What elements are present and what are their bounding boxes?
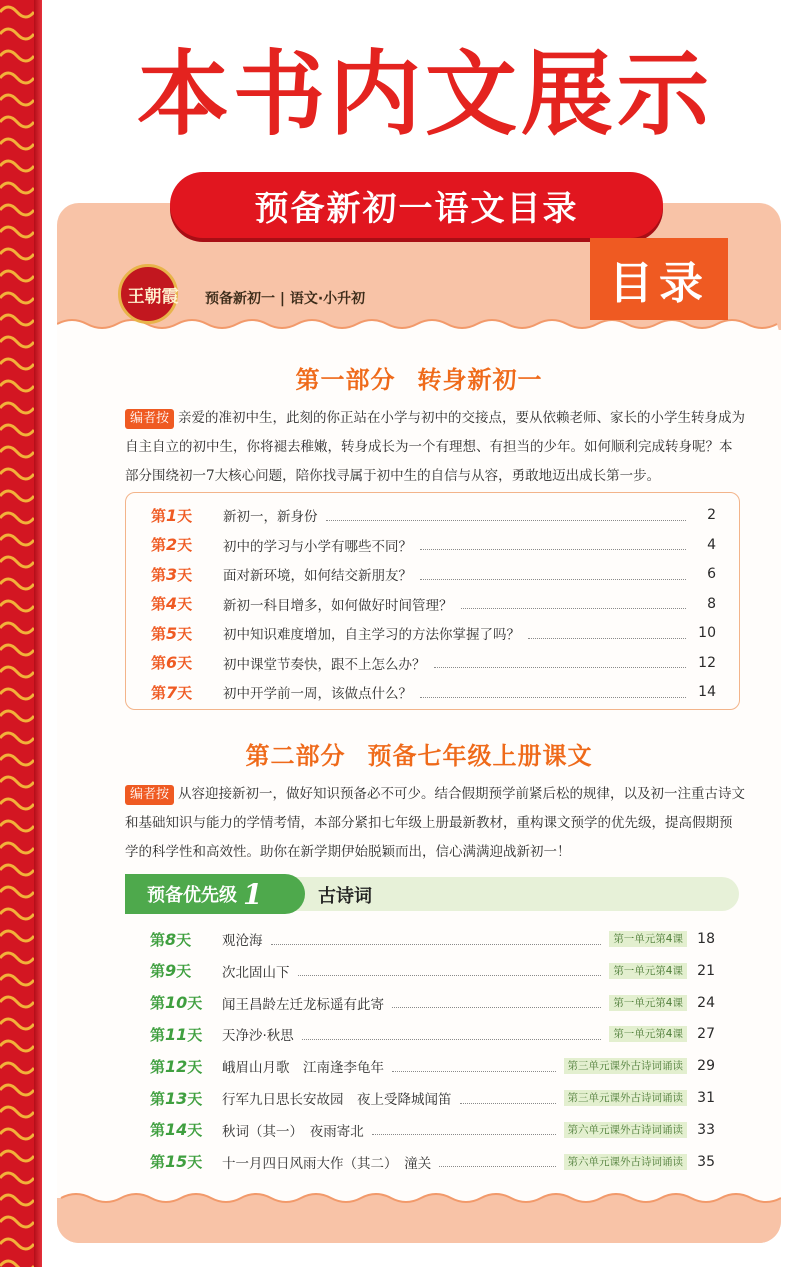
dot-leader [439, 1156, 555, 1167]
toc-row [151, 653, 716, 673]
dot-leader [298, 965, 602, 976]
toc-item-title: 峨眉山月歌 江南逢李龟年 [222, 1060, 384, 1077]
day-number: 15 [165, 1152, 188, 1172]
toc-item-title: 行军九日思长安故园 夜上受降城闻笛 [222, 1092, 452, 1108]
contents-label-box [590, 238, 728, 320]
day-number: 9 [165, 961, 177, 981]
day-label [151, 652, 223, 673]
toc-row [150, 1024, 715, 1044]
dot-leader [372, 1124, 556, 1135]
day-number: 8 [165, 929, 177, 949]
day-number: 3 [166, 564, 178, 584]
dot-leader [271, 934, 602, 945]
day-suffix: 天 [177, 624, 193, 643]
unit-tag: 第一单元第4课 [609, 931, 687, 947]
part1-title-number: 第一部分 [295, 366, 396, 394]
editor-note-tag: 编者按 [125, 409, 174, 429]
priority-topic: 古诗词 [318, 886, 372, 907]
toc-item-title: 十一月四日风雨大作（其二） 潼关 [222, 1155, 432, 1172]
day-suffix: 天 [177, 654, 193, 672]
day-suffix: 天 [177, 536, 193, 554]
dot-leader [434, 657, 687, 668]
section-title-pill [170, 172, 663, 238]
page-number: 12 [698, 654, 716, 671]
day-number: 11 [165, 1024, 188, 1044]
unit-tag: 第一单元第4课 [609, 995, 687, 1011]
day-prefix: 第 [151, 624, 167, 643]
page-number: 24 [697, 994, 715, 1011]
day-suffix: 天 [176, 962, 192, 981]
day-number: 12 [165, 1056, 188, 1076]
day-prefix: 第 [151, 506, 167, 525]
toc-row [150, 1056, 715, 1076]
page-number: 33 [697, 1121, 715, 1138]
unit-tag: 第六单元课外古诗词诵读 [564, 1122, 688, 1138]
day-suffix: 天 [187, 1121, 203, 1140]
toc-item-title: 面对新环境，如何结交新朋友？ [223, 568, 412, 584]
dot-leader [302, 1029, 602, 1040]
brand-logo-text: 王朝霞 [127, 287, 179, 307]
toc-item-title: 初中开学前一周，该做点什么？ [223, 686, 412, 702]
page-number: 6 [707, 566, 716, 582]
day-label [150, 1056, 222, 1077]
day-number: 5 [166, 623, 178, 643]
day-number: 2 [166, 535, 178, 554]
page-number: 14 [698, 684, 716, 700]
toc-row [150, 1120, 715, 1140]
unit-tag: 第六单元课外古诗词诵读 [564, 1154, 688, 1170]
book-subhead: 预备新初一 | 语文·小升初 [205, 291, 366, 307]
unit-tag: 第三单元课外古诗词诵读 [564, 1058, 688, 1074]
section-title: 预备新初一语文目录 [254, 188, 579, 229]
toc-row [151, 535, 716, 555]
part2-editor-note [125, 780, 745, 867]
day-prefix: 第 [151, 536, 167, 554]
toc-item-title: 次北固山下 [222, 964, 290, 981]
day-label [151, 593, 223, 614]
toc-row [151, 682, 716, 702]
toc-row [151, 505, 716, 525]
toc-item-title: 秋词（其一） 夜雨寄北 [222, 1123, 364, 1140]
toc-item-title: 初中课堂节奏快，跟不上怎么办？ [223, 656, 426, 673]
day-suffix: 天 [177, 506, 193, 525]
day-suffix: 天 [187, 1089, 203, 1108]
day-label [150, 960, 222, 981]
day-number: 10 [165, 993, 188, 1013]
page-number: 10 [698, 625, 716, 641]
day-prefix: 第 [150, 1025, 166, 1044]
toc-item-title: 观沧海 [222, 933, 263, 949]
part2-title [57, 736, 781, 771]
day-suffix: 天 [176, 930, 192, 949]
dot-leader [420, 569, 686, 580]
toc-row [150, 929, 715, 949]
day-label [151, 534, 223, 555]
toc-item-title: 新初一科目增多，如何做好时间管理？ [223, 597, 453, 614]
dot-leader [460, 1093, 556, 1104]
wave-divider-bottom [57, 1188, 781, 1208]
day-prefix: 第 [151, 683, 167, 702]
day-number: 7 [166, 682, 178, 702]
toc-item-title: 闻王昌龄左迁龙标遥有此寄 [222, 996, 384, 1013]
toc-row [151, 594, 716, 614]
toc-item-title: 初中知识难度增加，自主学习的方法你掌握了吗？ [223, 627, 520, 643]
toc-row [150, 1152, 715, 1172]
day-label [150, 1119, 222, 1140]
unit-tag: 第一单元第4课 [609, 1026, 687, 1042]
day-suffix: 天 [187, 994, 203, 1013]
day-number: 13 [165, 1088, 188, 1108]
day-label [150, 1151, 222, 1172]
toc-row [150, 961, 715, 981]
editor-note-tag: 编者按 [125, 785, 174, 805]
day-prefix: 第 [151, 654, 167, 672]
day-prefix: 第 [150, 1153, 166, 1172]
toc-row [151, 564, 716, 584]
day-label [151, 505, 223, 526]
page-number: 35 [697, 1153, 715, 1170]
dot-leader [392, 997, 601, 1008]
day-suffix: 天 [177, 565, 193, 584]
dot-leader [420, 687, 686, 698]
toc-row [151, 623, 716, 643]
part2-title-number: 第二部分 [245, 742, 346, 770]
day-prefix: 第 [150, 1089, 166, 1108]
day-suffix: 天 [177, 595, 193, 613]
day-label [150, 1024, 222, 1045]
day-label [151, 682, 223, 703]
day-prefix: 第 [150, 994, 166, 1013]
unit-tag: 第一单元第4课 [609, 963, 687, 979]
page-number: 29 [697, 1058, 715, 1075]
day-label [151, 623, 223, 644]
dot-leader [528, 628, 686, 639]
page-number: 27 [697, 1026, 715, 1043]
part1-title-name: 转身新初一 [417, 366, 543, 394]
part2-title-name: 预备七年级上册课文 [367, 742, 593, 770]
day-label [150, 992, 222, 1013]
part1-title [57, 360, 781, 395]
day-prefix: 第 [151, 595, 167, 613]
day-prefix: 第 [150, 1057, 166, 1076]
day-suffix: 天 [187, 1057, 203, 1076]
day-number: 4 [166, 594, 178, 613]
toc-item-title: 天净沙·秋思 [222, 1028, 294, 1045]
dot-leader [420, 539, 686, 550]
unit-tag: 第三单元课外古诗词诵读 [564, 1090, 688, 1106]
part1-note-text: 亲爱的准初中生，此刻的你正站在小学与初中的交接点，要从依赖老师、家长的小学生转身成为自主自立的初中生，你将褪去稚嫩，转身成长为一个有理想、有担当的少年。如何顺利完成转身呢？本部分围绕初一7大核心问题，陪你找寻属于初中生的自信与从容，勇敢地迈出成长第一步。 [125, 410, 746, 484]
day-number: 14 [165, 1120, 188, 1140]
part2-note-text: 从容迎接新初一，做好知识预备必不可少。结合假期预学前紧后松的规律，以及初一注重古诗文和基础知识与能力的学情考情，本部分紧扣七年级上册最新教材，重构课文预学的优先级，提高假期预学的科学性和高效性。助你在新学期伊始脱颖而出，信心满满迎战新初一！ [125, 786, 746, 860]
day-label [150, 1088, 222, 1109]
left-ribbon-decoration [0, 0, 42, 1267]
priority-number: 1 [243, 877, 263, 911]
day-suffix: 天 [187, 1153, 203, 1172]
day-number: 1 [166, 505, 178, 525]
page-number: 8 [707, 595, 716, 612]
toc-row [150, 1088, 715, 1108]
dot-leader [326, 510, 687, 521]
dot-leader [461, 598, 687, 609]
day-prefix: 第 [150, 930, 166, 949]
part1-editor-note [125, 404, 745, 491]
page-number: 21 [697, 962, 715, 979]
day-prefix: 第 [150, 1121, 166, 1140]
day-prefix: 第 [151, 565, 167, 584]
toc-row [150, 993, 715, 1013]
dot-leader [392, 1061, 556, 1072]
day-label [150, 929, 222, 950]
page-number: 4 [707, 536, 716, 553]
toc-item-title: 新初一，新身份 [223, 509, 318, 525]
contents-label: 目录 [609, 258, 709, 309]
page-number: 2 [707, 507, 716, 523]
page-number: 31 [697, 1090, 715, 1106]
page-number: 18 [697, 931, 715, 947]
part1-toc-list [125, 492, 740, 710]
priority-tab [125, 874, 305, 914]
priority-label: 预备优先级 [147, 885, 237, 906]
day-prefix: 第 [150, 962, 166, 981]
day-number: 6 [166, 653, 178, 672]
day-label [151, 564, 223, 585]
day-suffix: 天 [177, 683, 193, 702]
toc-item-title: 初中的学习与小学有哪些不同？ [223, 538, 412, 555]
banner-title: 本书内文展示 [136, 41, 713, 148]
day-suffix: 天 [187, 1025, 203, 1044]
